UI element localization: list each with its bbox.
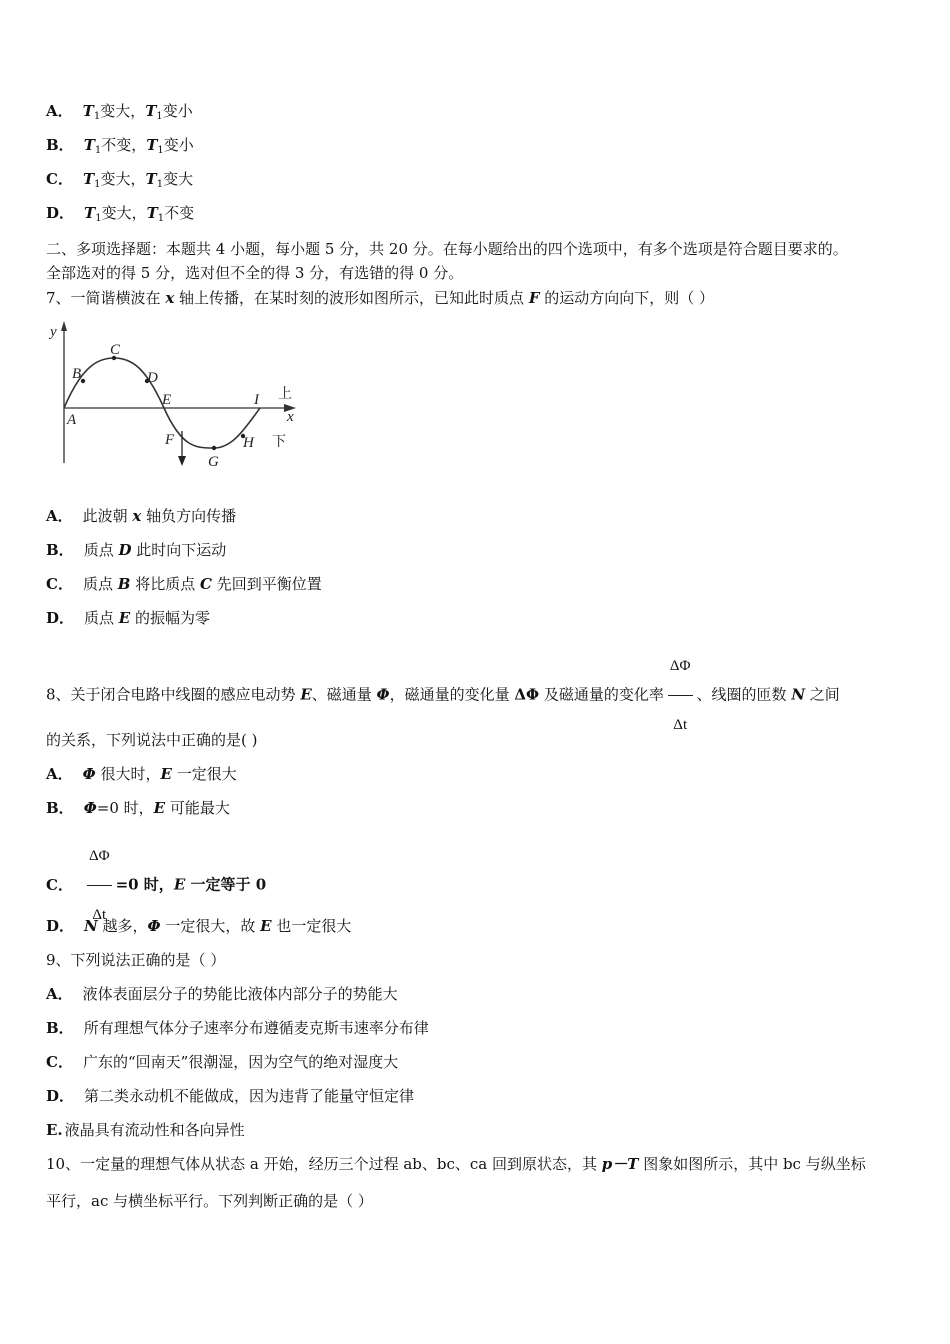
label-up: 上 [278,387,292,402]
label-h: H [243,435,254,451]
section2-heading-line2: 全部选对的得 5 分，选对但不全的得 3 分，有选错的得 0 分。 [46,264,464,282]
q9-option-d: D． 第二类永动机不能做成，因为违背了能量守恒定律 [46,1087,415,1105]
q8-stem: 8、关于闭合电路中线圈的感应电动势 E、磁通量 Φ，磁通量的变化量 ΔΦ 及磁通量的变化率 $\frac{\Delta\Phi}{\Delta t}$ 、线圈的匝数 N 之间 [46,640,840,751]
wave-figure [46,318,306,478]
q7-stem: 7、一简谐横波在 x 轴上传播，在某时刻的波形如图所示，已知此时质点 F 的运动方向向下，则（ ） [46,289,715,307]
option-letter: C． [46,875,73,894]
q7-option-a: A． 此波朝 x 轴负方向传播 [46,507,237,525]
flux-rate-fraction: $\frac{\Delta\Phi}{\Delta t}$ [668,640,693,751]
q6-option-c: C． $T_1$变大，$T_1$变大 [46,170,194,190]
option-letter: B． [46,136,74,154]
point-g [212,446,216,450]
q8-stem-line2: 的关系，下列说法中正确的是( ) [46,731,258,749]
option-letter: A． [46,102,73,120]
option-letter: B． [46,1019,74,1037]
label-down: 下 [272,435,286,450]
q6-option-b: B． $T_1$不变，$T_1$变小 [46,136,194,156]
q10-stem-line2: 平行，ac 与横坐标平行。下列判断正确的是（ ） [46,1192,373,1210]
option-letter: A． [46,507,73,525]
label-i: I [254,392,259,408]
q9-option-b: B． 所有理想气体分子速率分布遵循麦克斯韦速率分布律 [46,1019,429,1037]
option-letter: B． [46,799,74,817]
option-letter: D． [46,917,75,935]
option-letter: C． [46,575,73,593]
option-letter: D． [46,1087,75,1105]
q8-option-c: C． $\frac{\Delta\Phi}{\Delta t}$ =0 时，E 一定等于 0 [46,830,266,941]
option-letter: E. [46,1121,63,1139]
q8-option-d: D． N 越多，Φ 一定很大，故 E 也一定很大 [46,917,352,935]
q7-option-c: C． 质点 B 将比质点 C 先回到平衡位置 [46,575,322,593]
label-a: A [67,412,77,428]
label-d: D [147,370,158,386]
label-g: G [208,454,219,470]
flux-rate-fraction: $\frac{\Delta\Phi}{\Delta t}$ [87,830,112,941]
label-c: C [110,342,121,358]
option-letter: D． [46,609,75,627]
q8-option-b: B． Φ=0 时，E 可能最大 [46,799,230,817]
label-e: E [162,392,172,408]
q10-stem: 10、一定量的理想气体从状态 a 开始，经历三个过程 ab、bc、ca 回到原状态，其 p－T 图象如图所示，其中 bc 与纵坐标 [46,1155,866,1173]
y-axis-label: y [50,324,57,340]
q6-option-d: D． $T_1$变大，$T_1$不变 [46,204,195,224]
option-letter: D． [46,204,75,222]
q9-option-a: A． 液体表面层分子的势能比液体内部分子的势能大 [46,985,398,1003]
option-letter: C． [46,170,73,188]
q7-option-b: B． 质点 D 此时向下运动 [46,541,227,559]
y-axis-arrow-icon [61,321,67,331]
q9-option-e: E. 液晶具有流动性和各向异性 [46,1121,245,1139]
q9-option-c: C． 广东的“回南天”很潮湿，因为空气的绝对湿度大 [46,1053,399,1071]
option-letter: C． [46,1053,73,1071]
q6-option-a: A． $T_1$变大，$T_1$变小 [46,102,193,122]
option-letter: B． [46,541,74,559]
q9-stem: 9、下列说法正确的是（ ） [46,951,226,969]
label-b: B [72,366,82,382]
x-axis-label: x [287,409,294,425]
section2-heading-line1: 二、多项选择题：本题共 4 小题，每小题 5 分，共 20 分。在每小题给出的四个选项中，有多个选项是符合题目要求的。 [46,240,848,258]
label-f: F [165,432,175,448]
option-letter: A． [46,985,73,1003]
down-arrow-icon [178,456,186,466]
q8-option-a: A． Φ 很大时，E 一定很大 [46,765,237,783]
option-letter: A． [46,765,73,783]
point-b [81,379,85,383]
q7-option-d: D． 质点 E 的振幅为零 [46,609,211,627]
